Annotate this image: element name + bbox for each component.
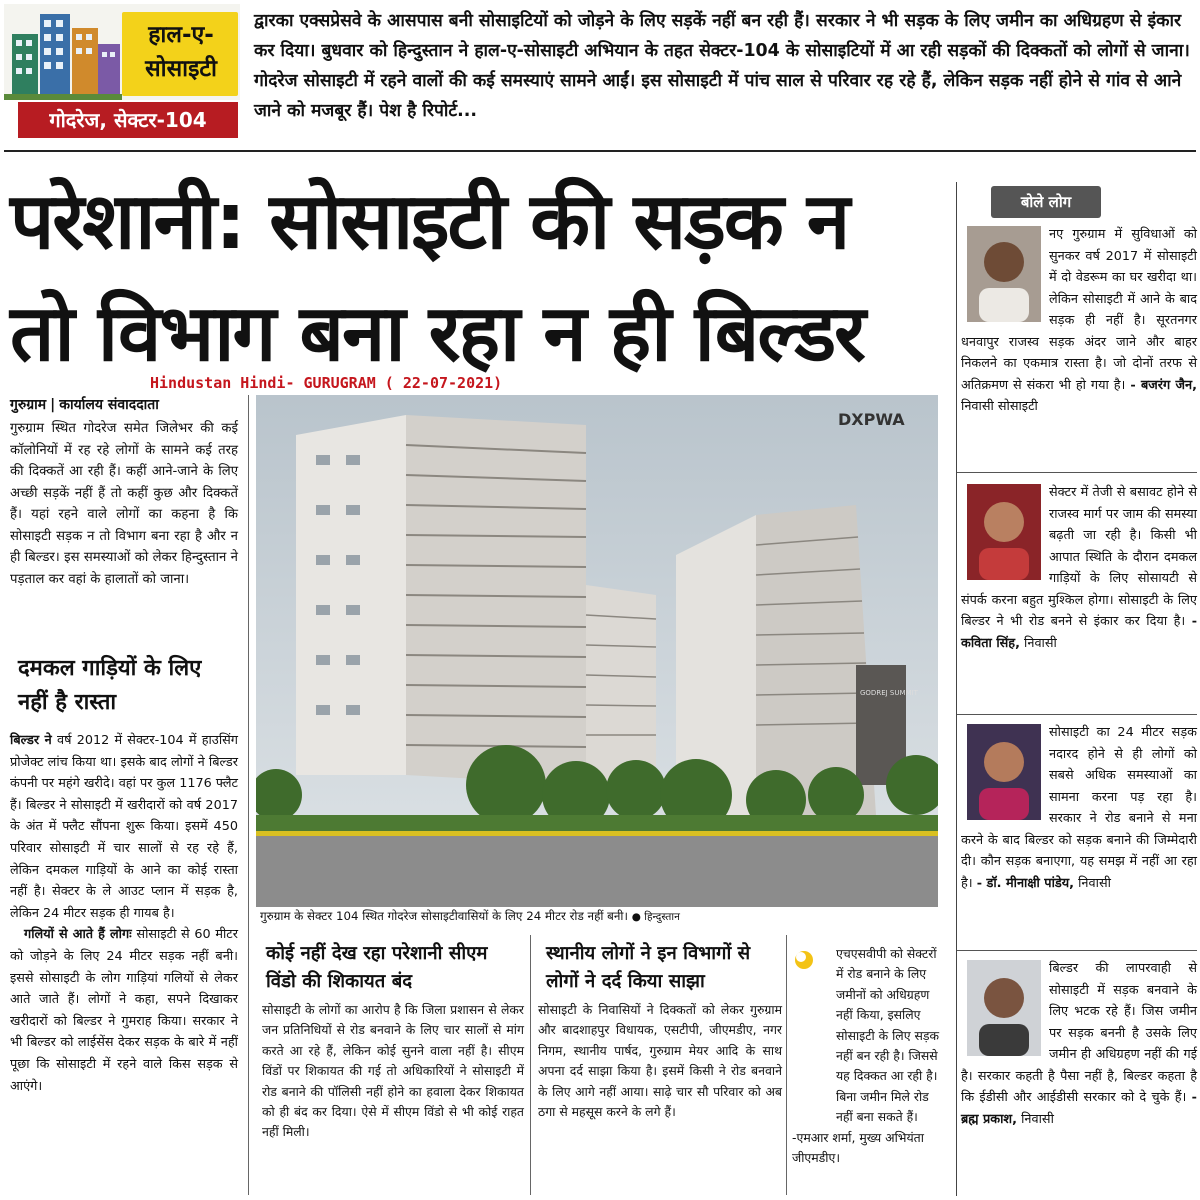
byline: गुरुग्राम | कार्यालय संवाददाता <box>10 397 159 413</box>
photo-caption-text: गुरुग्राम के सेक्टर 104 स्थित गोदरेज सोसाइटीवासियों के लिए 24 मीटर रोड नहीं बनी। <box>260 909 628 923</box>
photo-watermark: DXPWA <box>838 410 905 429</box>
byline-place: गुरुग्राम <box>10 397 47 413</box>
quote-1-by: - बजरंग जैन, <box>1130 377 1197 393</box>
avatar-icon <box>967 960 1041 1056</box>
quote-3-text: सोसाइटी का 24 मीटर सड़क नदारद होने से ही लोगों को सबसे अधिक समस्याओं का सामना करना पड़ रहा है। सरकार ने रोड बनाने से मना करने के बाद बिल्डर को सड़क बनाने की जिम्मेदारी दी। कौन सड़क बनाएगा, यह समझ में नहीं आ रहा है। <box>961 725 1197 891</box>
top-divider <box>4 150 1196 152</box>
series-logo <box>4 4 240 136</box>
column2-text: सोसाइटी के निवासियों ने दिक्कतों को लेकर गुरुग्राम और बादशाहपुर विधायक, एसटीपी, जीएमडीए, नगर निगम, स्थानीय पार्षद, गुरुग्राम मेयर आदि के साथ अपना दर्द साझा किया है। इसमें किसी ने रोड बनवाने के लिए आगे नहीं आया। साढ़े चार सौ परिवार को अब ठगा से महसूस करने के लगे हैं। <box>538 1002 782 1120</box>
quote-divider <box>957 950 1197 951</box>
quote-1-text: नए गुरुग्राम में सुविधाओं को सुनकर वर्ष 2017 में सोसाइटी में दो वेडरूम का घर खरीदा था। लेकिन सोसाइटी में आने के बाद सड़क ही नहीं है। सूरतनगर धनवापुर राजस्व सड़क अंदर जाने और बाहर निकलने का एकमात्र रास्ता है। जो दोनों तरफ से अतिक्रमण से संकरा भी हो गया है। <box>961 227 1197 393</box>
body-text <box>10 730 238 1097</box>
quote-3 <box>957 722 1197 894</box>
source-stamp: Hindustan Hindi- GURUGRAM ( 22-07-2021) <box>150 374 503 392</box>
intro-paragraph: द्वारका एक्सप्रेसवे के आसपास बनी सोसाइटियों को जोड़ने के लिए सड़कें नहीं बन रही हैं। सरकार ने भी सड़क के लिए जमीन का अधिग्रहण से इंकार कर दिया। बुधवार को हिन्दुस्तान ने हाल-ए-सोसाइटी अभियान के तहत सेक्टर-104 के सोसाइटियों में आ रही सड़कों की दिक्कतों को लोगों से जाना। गोदरेज सोसाइटी में रहने वालों की कई समस्याएं सामने आईं। इस सोसाइटी में पांच साल से परिवार रह रहे हैं, लेकिन सड़क नहीं होने से गांव से आने जाने को मजबूर हैं। पेश है रिपोर्ट... <box>254 11 1190 121</box>
quote-3-by: - डॉ. मीनाक्षी पांडेय, <box>976 875 1075 891</box>
quote-4-by: - ब्रह्म प्रकाश, <box>961 1090 1197 1127</box>
body-para-1: वर्ष 2012 में सेक्टर-104 में हाउसिंग प्रोजेक्ट लांच किया था। इसके बाद लोगों ने बिल्डर कंपनी पर महंगे खरीदे। वहां पर कुल 1176 फ्लैट हैं। बिल्डर ने सोसाइटी में खरीदारों को वर्ष 2017 के अंत में फ्लैट सौंपना शुरू किया। इसमें 450 परिवार सोसाइटी में चार सालों से रह रहे हैं, लेकिन दमकल गाड़ियों के आने का कोई रास्ता नहीं है। सेक्टर के ले आउट प्लान में सड़क है, लेकिन 24 मीटर सड़क ही गायब है। <box>10 733 238 921</box>
official-statement-text: एचएसवीपी को सेक्टरों में रोड बनाने के लिए जमीनों को अधिग्रहण नहीं किया, इसलिए सोसाइटी के लिए सड़क नहीं बन रही है। जिससे यह दिक्कत आ रही है। बिना जमीन मिले रोड नहीं बना सकते हैं। <box>836 946 940 1125</box>
apartment-towers-image <box>256 395 938 907</box>
body-para-2: सोसाइटी से 60 मीटर को जोड़ने के लिए 24 मीटर सड़क नहीं बनी। इससे सोसाइटी के लोग गाड़ियां गलियों से लेकर आते जाते हैं। लोगों ने कहा, सपने दिखाकर खरीदारों को बिल्डर ने गुमराह किया। सरकार ने भी बिल्डर को लाईसेंस देकर सड़क के बारे में नहीं पूछा कि सोसाइटी में रहने वाले किस सड़क से आएंगे। <box>10 927 238 1094</box>
quote-3-role: निवासी <box>1074 875 1111 891</box>
subheading-fire-trucks: दमकल गाड़ियों के लिए नहीं है रास्ता <box>18 656 202 715</box>
person-photo-1 <box>967 226 1041 322</box>
official-statement-by: -एमआर शर्मा, मुख्य अभियंता जीएमडीए। <box>792 1129 924 1166</box>
bole-log-column <box>956 182 1196 1196</box>
person-photo-3 <box>967 724 1041 820</box>
series-title: हाल-ए-सोसाइटी <box>145 22 217 82</box>
quote-2 <box>957 482 1197 654</box>
quote-1 <box>957 224 1197 418</box>
quote-2-text: सेक्टर में तेजी से बसावट होने से राजस्व मार्ग पर जाम की समस्या बढ़ती जा रही है। किसी भी आपात स्थिति के दौरान दमकल गाड़ियों के लिए सोसायटी से संपर्क करना बहुत मुश्किल होगा। सोसाइटी के लिए बिल्डर ने भी रोड बनने से इंकार कर दिया है। <box>961 485 1197 629</box>
person-photo-2 <box>967 484 1041 580</box>
quote-4-role: निवासी <box>1017 1111 1054 1127</box>
column2-heading: स्थानीय लोगों ने इन विभागों से लोगों ने दर्द किया साझा <box>546 943 751 992</box>
quote-2-role: निवासी <box>1019 635 1057 651</box>
society-photo <box>256 395 938 907</box>
column-divider-left <box>248 395 249 1195</box>
photo-credit: ● हिन्दुस्तान <box>631 911 680 923</box>
avatar-icon <box>967 226 1041 322</box>
body-lead-in-2: गलियों से आते हैं लोगः <box>24 927 132 943</box>
quote-1-role: निवासी सोसाइटी <box>961 399 1038 414</box>
quote-divider <box>957 714 1197 715</box>
headline <box>10 166 950 390</box>
avatar-icon <box>967 724 1041 820</box>
byline-reporter: कार्यालय संवाददाता <box>59 397 159 413</box>
logo-building-art <box>4 4 240 100</box>
photo-caption <box>260 908 940 924</box>
headline-line-2: तो विभाग बना रहा न ही बिल्डर <box>10 289 864 379</box>
quote-2-by: - कविता सिंह, <box>961 614 1197 651</box>
photo-sign-text: GODREJ SUMMIT <box>860 689 918 697</box>
column1-heading: कोई नहीं देख रहा परेशानी सीएम विंडो की शिकायत बंद <box>266 943 488 992</box>
body-lead-in-1: बिल्डर ने <box>10 733 52 748</box>
column1-text: सोसाइटी के लोगों का आरोप है कि जिला प्रशासन से लेकर जन प्रतिनिधियों से रोड बनवाने के लिए चार सालों से मांग करते आ रहे हैं, लेकिन कोई सुनने वाला नहीं है। सीएम विंडों पर शिकायत की गई तो अधिकारियों ने सोसाइटी में रोड बनाने की पॉलिसी नहीं होने का हवाला देकर शिकायत को ही बंद कर दिया। ऐसे में सीएम विंडो से भी कोई राहत नहीं मिली। <box>262 1002 524 1140</box>
person-photo-4 <box>967 960 1041 1056</box>
quote-divider <box>957 472 1197 473</box>
column-divider-1 <box>530 935 531 1195</box>
official-statement <box>792 944 942 1168</box>
avatar-icon <box>967 484 1041 580</box>
quote-4 <box>957 958 1197 1130</box>
column-divider-2 <box>786 935 787 1195</box>
location-band: गोदरेज, सेक्टर-104 <box>18 102 238 138</box>
quote-4-text: बिल्डर की लापरवाही से सोसाइटी में सड़क बनवाने के लिए भटक रहे हैं। जिस जमीन पर सड़क बननी है उसके लिए जमीन ही अधिग्रहण नहीं की गई है। सरकार कहती है पैसा नहीं है, बिल्डर कहता है कि ईडीसी और आईडीसी सरकार को दे चुके हैं। <box>961 961 1197 1105</box>
headline-line-1: परेशानी: सोसाइटी की सड़क न <box>10 177 849 267</box>
bole-log-tag: बोले लोग <box>991 186 1101 218</box>
lead-paragraph: गुरुग्राम स्थित गोदरेज समेत जिलेभर की कई कॉलोनियों में रह रहे लोगों के सामने कई तरह की दिक्कतें आ रही हैं। कहीं आने-जाने के लिए अच्छी सड़कें नहीं हैं तो कहीं कुछ और दिक्कतें हैं। यहां रहने वाले लोगों का कहना है कि सोसाइटी सड़क न तो विभाग बना रहा है और न ही बिल्डर। इस समस्याओं को लेकर हिन्दुस्तान ने पड़ताल कर वहां के हालातों को जाना। <box>10 421 238 587</box>
